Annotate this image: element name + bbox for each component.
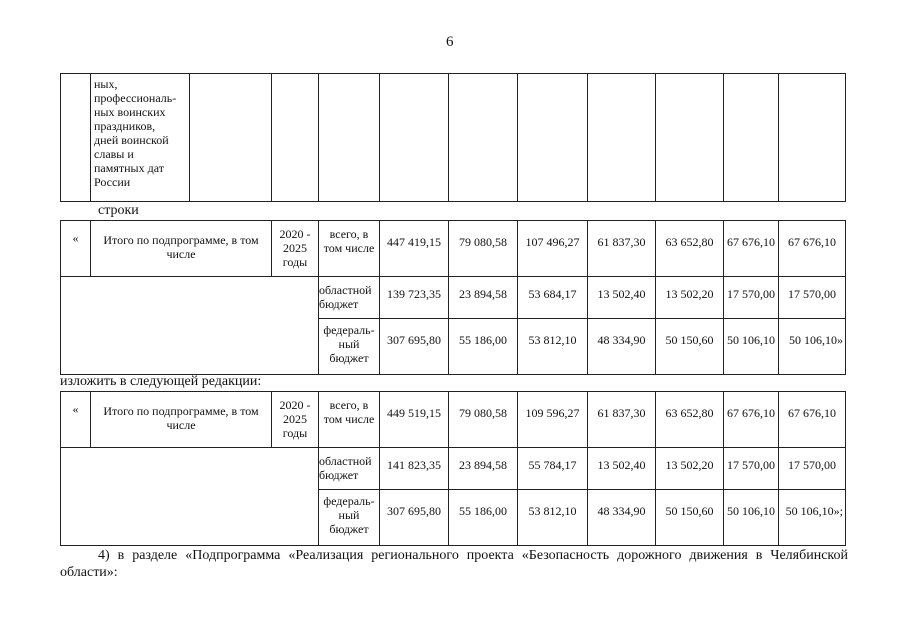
value-cell: 67 676,10	[779, 392, 846, 448]
empty-cell	[724, 74, 779, 202]
value-cell: 13 502,40	[588, 448, 656, 490]
value-cell: 63 652,80	[656, 221, 724, 277]
empty-cell	[272, 74, 319, 202]
empty-merged-cell	[61, 277, 319, 375]
value-cell: 141 823,35	[380, 448, 449, 490]
value-cell: 109 596,27	[518, 392, 588, 448]
value-cell: 50 150,60	[656, 319, 724, 375]
value-cell: 79 080,58	[449, 221, 518, 277]
period-cell: 2020 - 2025 годы	[272, 392, 319, 448]
value-cell: 447 419,15	[380, 221, 449, 277]
empty-cell	[319, 74, 380, 202]
funding-type: федераль-ный бюджет	[319, 319, 380, 375]
value-cell: 50 106,10»	[779, 319, 846, 375]
empty-cell	[588, 74, 656, 202]
value-cell: 17 570,00	[724, 277, 779, 319]
empty-merged-cell	[61, 448, 319, 546]
funding-type: всего, в том числе	[319, 392, 380, 448]
funding-type: всего, в том числе	[319, 221, 380, 277]
value-cell: 63 652,80	[656, 392, 724, 448]
event-line: ных воинских	[94, 105, 166, 119]
open-quote: «	[61, 392, 91, 448]
empty-cell	[380, 74, 449, 202]
value-cell: 23 894,58	[449, 277, 518, 319]
event-line: профессиональ-	[94, 91, 177, 105]
value-cell: 67 676,10	[724, 392, 779, 448]
value-cell: 307 695,80	[380, 319, 449, 375]
value-cell: 139 723,35	[380, 277, 449, 319]
value-cell: 449 519,15	[380, 392, 449, 448]
old-totals-table	[60, 220, 846, 375]
subprogram-total-name: Итого по подпрограмме, в том числе	[91, 392, 272, 448]
value-cell: 50 106,10	[724, 490, 779, 546]
value-cell: 17 570,00	[779, 448, 846, 490]
event-line: праздников,	[94, 119, 156, 133]
event-line: ных,	[94, 77, 118, 91]
event-name-cell	[91, 74, 190, 202]
continuation-table	[60, 73, 846, 202]
subprogram-total-name: Итого по подпрограмме, в том числе	[91, 221, 272, 277]
value-cell: 17 570,00	[724, 448, 779, 490]
funding-type: областной бюджет	[319, 277, 380, 319]
page-number: 6	[446, 34, 454, 50]
open-quote: «	[61, 221, 91, 277]
value-cell: 107 496,27	[518, 221, 588, 277]
value-cell: 79 080,58	[449, 392, 518, 448]
value-cell: 13 502,20	[656, 277, 724, 319]
value-cell: 61 837,30	[588, 221, 656, 277]
funding-type: областной бюджет	[319, 448, 380, 490]
value-cell: 13 502,40	[588, 277, 656, 319]
value-cell: 23 894,58	[449, 448, 518, 490]
event-line: России	[94, 175, 131, 189]
empty-cell	[779, 74, 846, 202]
value-cell: 53 812,10	[518, 490, 588, 546]
paragraph-item-4: 4) в разделе «Подпрограмма «Реализация регионального проекта «Безопасность дорожного движения в Челябинской области»:	[60, 548, 848, 580]
value-cell: 53 684,17	[518, 277, 588, 319]
value-cell: 50 106,10»;	[779, 490, 846, 546]
value-cell: 48 334,90	[588, 490, 656, 546]
empty-cell	[656, 74, 724, 202]
new-totals-table	[60, 391, 846, 546]
value-cell: 48 334,90	[588, 319, 656, 375]
empty-cell	[449, 74, 518, 202]
value-cell: 13 502,20	[656, 448, 724, 490]
funding-type: федераль-ный бюджет	[319, 490, 380, 546]
empty-cell	[61, 74, 91, 202]
label-restate: изложить в следующей редакции:	[60, 374, 262, 389]
value-cell: 17 570,00	[779, 277, 846, 319]
value-cell: 55 186,00	[449, 490, 518, 546]
value-cell: 61 837,30	[588, 392, 656, 448]
empty-cell	[190, 74, 272, 202]
event-line: славы и	[94, 147, 134, 161]
event-line: памятных дат	[94, 161, 164, 175]
event-line: дней воинской	[94, 133, 169, 147]
empty-cell	[518, 74, 588, 202]
value-cell: 55 784,17	[518, 448, 588, 490]
value-cell: 67 676,10	[779, 221, 846, 277]
label-strings: строки	[98, 203, 139, 218]
value-cell: 50 106,10	[724, 319, 779, 375]
value-cell: 55 186,00	[449, 319, 518, 375]
value-cell: 50 150,60	[656, 490, 724, 546]
value-cell: 67 676,10	[724, 221, 779, 277]
value-cell: 307 695,80	[380, 490, 449, 546]
value-cell: 53 812,10	[518, 319, 588, 375]
period-cell: 2020 - 2025 годы	[272, 221, 319, 277]
